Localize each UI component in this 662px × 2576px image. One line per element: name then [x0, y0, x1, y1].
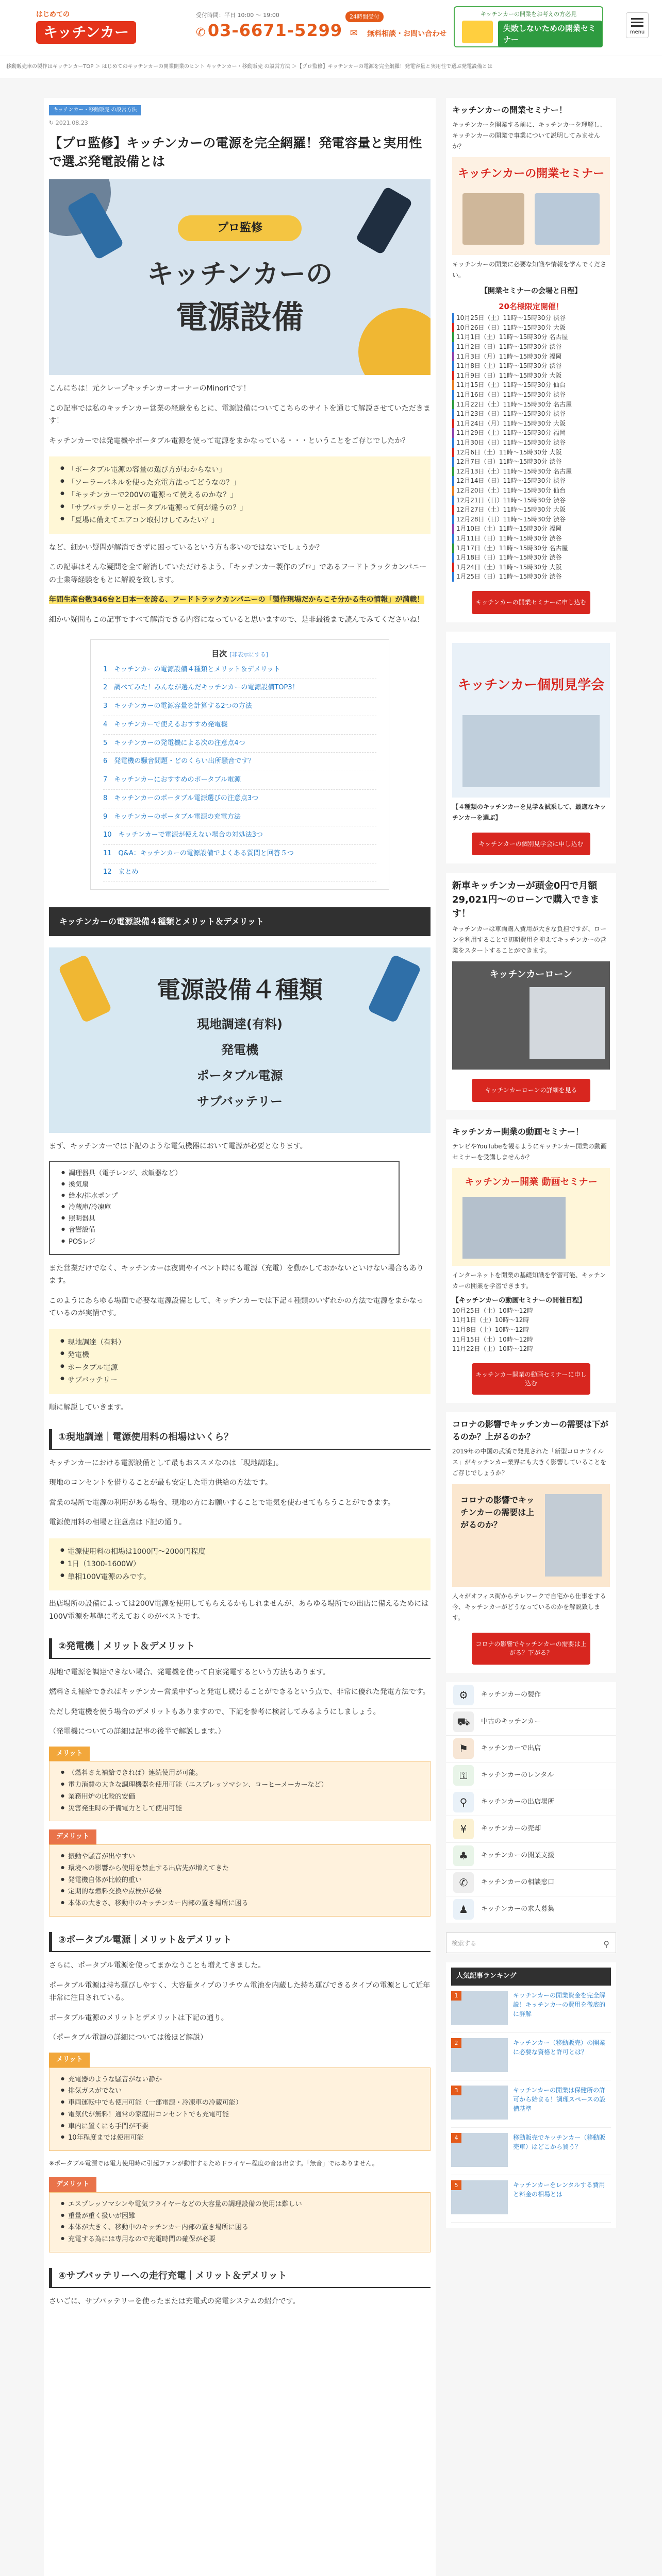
corona-read-button[interactable]: コロナの影響でキッチンカーの需要は上がる？下がる？	[472, 1633, 590, 1665]
ranking-title: 移動販売でキッチンカー（移動販売車）はどこから買う？	[513, 2133, 606, 2150]
paragraph: 順に解説していきます。	[49, 1403, 128, 1412]
figure-item: 発電機	[221, 1042, 258, 1057]
list-item: ● 音響設備	[61, 1225, 387, 1236]
logo-subtext: はじめての	[36, 11, 70, 19]
ranking-title: キッチンカーの開業は保健所の許可から始まる！調理スペースの設備基準	[513, 2086, 606, 2112]
ranking-thumbnail	[451, 2038, 508, 2072]
sidebar-nav-label: 中古のキッチンカー	[481, 1718, 541, 1726]
toc-title: 目次	[211, 649, 227, 659]
list-item: ● 充電する為には専用なので充電時間の確保が必要	[61, 2234, 419, 2246]
loan-image[interactable]	[452, 961, 610, 1070]
list-item: ● 「キッチンカーで200Vの電源って使えるのかな？」	[60, 489, 419, 502]
phone-number[interactable]: 03-6671-5299	[207, 21, 343, 41]
paragraph: （発電機についての詳細は記事の後半で解説します。）	[49, 1727, 225, 1736]
widget-title: キッチンカー開業の動画セミナー！	[452, 1127, 584, 1137]
ranking-title: キッチンカーの開業資金を完全解説！キッチンカーの費用を徹底的に詳解	[513, 1991, 606, 2018]
schedule-item: 11月8日（土）11時〜15時30分 渋谷	[452, 361, 610, 371]
mail-icon: ✉	[350, 28, 358, 39]
question-list	[49, 456, 431, 534]
ranking-item[interactable]	[451, 2033, 611, 2080]
rental-widget	[446, 632, 616, 864]
sidebar-nav-label: キッチンカーの求人募集	[481, 1905, 555, 1913]
sidebar-nav-item[interactable]	[446, 1736, 616, 1762]
loan-detail-button[interactable]: キッチンカーローンの詳細を見る	[472, 1079, 590, 1102]
paragraph: 営業の場所で電源の利用がある場合、現地の方にお願いすることで電気を使わせてもらうことができます。	[49, 1498, 395, 1507]
schedule-item: 12月14日（日）11時〜15時30分 渋谷	[452, 476, 610, 486]
schedule-note: 20名様限定開催！	[499, 302, 564, 311]
corona-image[interactable]	[452, 1484, 610, 1587]
phone-icon: ✆	[453, 1872, 474, 1893]
list-item: ● 「ポータブル電源の容量の選び方がわからない」	[60, 464, 419, 477]
schedule-item: 1月10日（土）11時〜15時30分 福岡	[452, 524, 610, 534]
schedule-item: 11月1日（土）11時〜15時30分 名古屋	[452, 332, 610, 342]
paragraph: さいごに、サブバッテリーを使ったまたは充電式の発電システムの紹介です。	[49, 2297, 300, 2306]
list-item: ● 電力消費の大きな調理機器を使用可能（エスプレッソマシン、コーヒーメーカーなど）	[61, 1780, 419, 1791]
ranking-title: キッチンカー（移動販売）の開業に必要な資格と許可とは？	[513, 2039, 606, 2056]
paragraph: 燃料さえ補給できればキッチンカー営業中ずっと発電し続けることができるという点で、非常に優れた発電方法です。	[49, 1688, 430, 1697]
list-item: ● 給水/排水ポンプ	[61, 1191, 387, 1202]
merit-label: メリット	[49, 2053, 90, 2067]
schedule-list	[452, 313, 610, 582]
ranking-thumbnail	[451, 2133, 508, 2167]
demerit-label: デメリット	[49, 1829, 96, 1844]
sidebar-nav-label: キッチンカーの出店場所	[481, 1798, 555, 1806]
ranking-number: 4	[451, 2133, 461, 2143]
toc-item[interactable]: 4 キッチンカーで使えるおすすめ発電機	[103, 716, 376, 735]
clover-icon: ♣	[453, 1845, 474, 1866]
schedule-item: 1月11日（日）11時〜15時30分 渋谷	[452, 534, 610, 544]
business-hours: 受付時間：平日 10:00 〜 19:00	[196, 12, 279, 19]
paragraph: さらに、ポータブル電源を使ってまかなうことも増えてきました。	[49, 1961, 266, 1970]
widget-title: 新車キッチンカーが頭金0円で月額29,021円〜のローンで購入できます！	[452, 880, 600, 920]
schedule-item: 11月23日（日）11時〜15時30分 渋谷	[452, 409, 610, 419]
contact-link[interactable]: 無料相談・お問い合わせ	[367, 30, 447, 39]
list-item: ● 災害発生時の予備電力として使用可能	[61, 1803, 419, 1815]
list-item: ● 車内に置くにも手間が不要	[61, 2121, 419, 2133]
schedule-title: 【開業セミナーの会場と日程】	[481, 287, 582, 295]
subsection-heading: ④サブバッテリーへの走行充電｜メリット＆デメリット	[49, 2268, 431, 2289]
paragraph: 電源使用料の相場と注意点は下記の通り。	[49, 1518, 186, 1527]
ranking-thumbnail	[451, 2086, 508, 2120]
truck-icon: ⛟	[453, 1711, 474, 1732]
ranking-number: 3	[451, 2086, 461, 2095]
money-icon: ¥	[453, 1819, 474, 1839]
phone-icon: ✆	[196, 26, 206, 40]
image-title: キッチンカー個別見学会	[457, 677, 605, 693]
subsection-heading: ③ポータブル電源｜メリット＆デメリット	[49, 1932, 431, 1953]
list-item: ● 1日（1300-1600W）	[60, 1558, 419, 1571]
toc-item[interactable]: 2 調べてみた！みんなが選んだキッチンカーの電源設備TOP3！	[103, 679, 376, 698]
ranking-item[interactable]	[451, 2175, 611, 2223]
note: ※ポータブル電源では電力使用時に引起ファンが動作するためドライヤー程度の音は出ます。「無音」ではありません。	[49, 2160, 378, 2167]
sidebar-nav-label: キッチンカーの開業支援	[481, 1852, 555, 1860]
subsection-heading: ①現地調達｜電源使用料の相場はいくら？	[49, 1429, 431, 1450]
toc-item[interactable]: 10 キッチンカーで電源が使えない場合の対処法3つ	[103, 826, 376, 845]
24h-badge: 24時間受付	[345, 11, 384, 22]
map-icon: ⚑	[453, 1738, 474, 1759]
sidebar-nav-item[interactable]	[446, 1709, 616, 1736]
list-item: ● 10年程度までは使用可能	[61, 2132, 419, 2144]
list-item: ● 発電機自体が比較的重い	[61, 1875, 419, 1887]
generator-demerits	[49, 1844, 431, 1917]
photo-placeholder	[545, 1494, 602, 1577]
power-types-image	[49, 947, 431, 1133]
site-header	[0, 0, 662, 56]
figure-title: 電源設備４種類	[157, 975, 323, 1004]
video-image[interactable]	[452, 1168, 610, 1266]
widget-title: コロナの影響でキッチンカーの需要は下がるのか？上がるのか？	[452, 1419, 608, 1442]
sidebar-nav-item[interactable]	[446, 1870, 616, 1896]
highlight-text: 年間生産台数346台と日本一を誇る、フードトラックカンパニーの「製作現場だからこそ分かる生の情報」が満載！	[49, 596, 424, 604]
paragraph: （ポータブル電源の詳細については後ほど解説）	[49, 2033, 208, 2042]
paragraph: 現地のコンセントを借りることが最も安定した電力供給の方法です。	[49, 1479, 272, 1487]
schedule-item: 12月20日（土）11時〜15時30分 仙台	[452, 486, 610, 496]
article-title: 【プロ監修】キッチンカーの電源を完全網羅！発電容量と実用性で選ぶ発電設備とは	[49, 135, 422, 169]
list-item: ● 定期的な燃料交換や点検が必要	[61, 1886, 419, 1898]
photo-placeholder	[462, 715, 600, 787]
widget-text: キッチンカーは車両購入費用が大きな負担ですが、ローンを利用することで初期費用を抑えてキッチンカーの営業をスタートすることができます。	[452, 925, 607, 955]
ranking-item[interactable]	[451, 2080, 611, 2128]
schedule-item: 11月9日（日）11時〜15時30分 大阪	[452, 371, 610, 381]
paragraph: また営業だけでなく、キッチンカーは夜間やイベント時にも電源（充電）を動かしておかないといけない場合もあります。	[49, 1264, 424, 1285]
toc-toggle[interactable]: [非表示にする]	[229, 651, 268, 658]
photo-placeholder	[535, 193, 600, 245]
schedule-item: 12月7日（日）11時〜15時30分 渋谷	[452, 457, 610, 467]
schedule-item: 11月24日（月）11時〜15時30分 大阪	[452, 419, 610, 429]
list-item: ● 現地調達（有料）	[60, 1336, 419, 1349]
header-contact	[196, 10, 454, 43]
list-item: ● エスプレッソマシンや電気フライヤーなどの大容量の調理設備の使用は難しい	[61, 2199, 419, 2211]
paragraph: まず、キッチンカーでは下記のような電気機器において電源が必要となります。	[49, 1142, 307, 1150]
schedule-title: 【キッチンカーの動画セミナーの開催日程】	[452, 1297, 586, 1305]
paragraph: こんにちは！元クレープキッチンカーオーナーのMinoriです！	[49, 384, 251, 393]
toolbox-icon: ⚙	[453, 1685, 474, 1705]
list-item: ● 重量が重く扱いが困難	[61, 2211, 419, 2223]
widget-text: テレビやYouTubeを観るようにキッチンカー開業の動画セミナーを受講しませんか？	[452, 1143, 607, 1161]
schedule-item: 11月15日（土）11時〜15時30分 仙台	[452, 380, 610, 390]
toc-item[interactable]: 1 キッチンカーの電源設備４種類とメリット＆デメリット	[103, 661, 376, 680]
image-title: キッチンカー開業 動画セミナー	[465, 1177, 598, 1188]
merit-label: メリット	[49, 1747, 90, 1761]
ranking-title: 人気記事ランキング	[451, 1968, 611, 1986]
image-title: コロナの影響でキッチンカーの需要は上がるのか？	[460, 1495, 535, 1530]
list-item: ● ポータブル電源	[60, 1362, 419, 1375]
plug-icon	[355, 186, 413, 255]
video-widget	[446, 1120, 616, 1403]
portable-merits	[49, 2067, 431, 2151]
subsection-heading: ②発電機｜メリット＆デメリット	[49, 1638, 431, 1659]
banner-label: 失敗しないための開業セミナー	[498, 21, 602, 47]
seminar-banner[interactable]	[454, 6, 603, 47]
widget-text: キッチンカーを開業する前に、キッチンカーを理解し、キッチンカーの開業で事業について説明してみませんか？	[452, 121, 606, 150]
search-input[interactable]	[446, 1933, 616, 1953]
list-item: ● 単相100V電源のみです。	[60, 1571, 419, 1584]
widget-text: インターネットを開業の基礎知識を学習可能、キッチンカーの開業を学習できます。	[452, 1272, 606, 1290]
seminar-icon	[462, 21, 493, 43]
schedule-item: 12月6日（土）11時〜15時30分 大阪	[452, 448, 610, 457]
list-item: ● 冷蔵庫/冷凍庫	[61, 1202, 387, 1213]
schedule-item: 11月22日（土）11時〜15時30分 名古屋	[452, 400, 610, 410]
sidebar-nav-label: キッチンカーで出店	[481, 1744, 541, 1753]
paragraph: 出店場所の設備によっては200V電源を使用してもらえるかもしれませんが、あらゆる場所での出店に備えるためには100V電源を基準に考えておくのがベストです。	[49, 1600, 429, 1621]
paragraph: など、細かい疑問が解消できずに困っているという方も多いのではないでしょうか？	[49, 543, 323, 552]
menu-button[interactable]	[626, 12, 649, 38]
schedule-item: 11月29日（土）11時〜15時30分 福岡	[452, 428, 610, 438]
schedule-item: 12月13日（土）11時〜15時30分 名古屋	[452, 467, 610, 477]
schedule-item: 12月21日（日）11時〜15時30分 渋谷	[452, 496, 610, 505]
banner-subtext: キッチンカーの開業をお考えの方必見	[480, 11, 577, 18]
pin-icon: ⚲	[453, 1792, 474, 1812]
seminar-image[interactable]	[452, 157, 610, 255]
widget-text: 人々がオフィス街からテレワークで自宅から仕事をする今、キッチンカーがどうなっているのかを解説致します。	[452, 1592, 606, 1622]
schedule-item: 12月28日（日）11時〜15時30分 渋谷	[452, 515, 610, 524]
breadcrumb[interactable]: 移動販売車の製作はキッチンカーTOP ＞ はじめてのキッチンカーの開業開業のヒント キッチンカー・移動販売 の設営方法 ＞【プロ監修】キッチンカーの電源を完全網羅！発電容量と実用性で選ぶ発電設備とは	[0, 56, 662, 78]
eyecatch-badge: プロ監修	[178, 215, 302, 241]
sidebar-nav-item[interactable]	[446, 1762, 616, 1789]
figure-item: サブバッテリー	[196, 1094, 283, 1109]
schedule-item: 11月15日（土）10時〜12時	[452, 1335, 534, 1343]
sidebar-nav-item[interactable]	[446, 1843, 616, 1870]
schedule-item: 10月26日（日）11時〜15時30分 大阪	[452, 323, 610, 333]
toc-item[interactable]: 11 Q&A：キッチンカーの電源設備でよくある質問と回答５つ	[103, 845, 376, 863]
ranking-thumbnail	[451, 2180, 508, 2214]
paragraph: ただし発電機を使う場合のデメリットもありますので、下記を参考に検討してみるようにしましょう。	[49, 1707, 380, 1716]
image-title: キッチンカーの開業セミナー	[457, 167, 605, 180]
video-apply-button[interactable]: キッチンカー開業の動画セミナーに申し込む	[472, 1363, 590, 1395]
person-icon: ♟	[453, 1899, 474, 1920]
eyecatch-line1: キッチンカーの	[146, 259, 333, 291]
power-source-list	[49, 1329, 431, 1394]
rental-image[interactable]	[452, 643, 610, 798]
list-item: ● 調理器具（電子レンジ、炊飯器など）	[61, 1168, 387, 1179]
sidebar-nav	[446, 1682, 616, 1923]
portable-demerits	[49, 2192, 431, 2252]
truck-photo	[529, 987, 605, 1059]
paragraph: キッチンカーでは発電機やポータブル電源を使って電源をまかなっている・・・ということをご存じでしたか？	[49, 436, 409, 445]
list-item: ● POSレジ	[61, 1236, 387, 1248]
list-item: ● 電気代が無料！通常の家庭用コンセントでも充電可能	[61, 2109, 419, 2121]
schedule-item: 11月30日（日）11時〜15時30分 渋谷	[452, 438, 610, 448]
list-item: ● 「ソーラーパネルを使った充電方法ってどうなの？」	[60, 477, 419, 489]
paragraph: このようにあらゆる場面で必要な電源設備として、キッチンカーでは下記４種類のいずれかの方法で電源をまかなっているのが実情です。	[49, 1296, 424, 1318]
sidebar	[446, 98, 616, 2576]
toc-item[interactable]: 6 発電機の騒音問題・どのくらい出所騒音です？	[103, 753, 376, 771]
key-icon: ⚿	[453, 1765, 474, 1786]
post-date: ↻ 2021.08.23	[49, 119, 88, 126]
toc-item[interactable]: 8 キッチンカーのポータブル電源選びの注意点3つ	[103, 790, 376, 808]
list-item: ● 業務用炉の比較的安価	[61, 1791, 419, 1803]
paragraph: 現地で電源を調達できない場合、発電機を使って自家発電するという方法もあります。	[49, 1668, 330, 1676]
menu-label: menu	[630, 29, 645, 35]
figure-item: 現地調達(有料)	[197, 1016, 283, 1031]
list-item: ● 「夏場に備えてエアコン取付けしてみたい？」	[60, 514, 419, 527]
sidebar-nav-label: キッチンカーの相談窓口	[481, 1878, 555, 1887]
ranking-number: 1	[451, 1991, 461, 2001]
eyecatch-image	[49, 179, 431, 375]
list-item: ● 環境への影響から使用を禁止する出店先が増えてきた	[61, 1863, 419, 1875]
sidebar-nav-item[interactable]	[446, 1816, 616, 1843]
search-icon[interactable]: ⚲	[603, 1939, 609, 1949]
generator-merits	[49, 1761, 431, 1821]
article	[44, 98, 436, 2576]
schedule-item: 11月1日（土）10時〜12時	[452, 1316, 529, 1324]
paragraph: ポータブル電源は持ち運びしやすく、大容量タイプのリチウム電池を内蔵した持ち運びできるタイプの電源として近年非常に注目されている。	[49, 1981, 431, 2003]
sidebar-nav-label: キッチンカーのレンタル	[481, 1771, 554, 1780]
ranking-thumbnail	[451, 1991, 508, 2025]
list-item: ● 充電器のような騒音がない静か	[61, 2074, 419, 2086]
schedule-item: 1月25日（日）11時〜15時30分 渋谷	[452, 572, 610, 582]
sidebar-nav-label: キッチンカーの製作	[481, 1691, 541, 1699]
photo-placeholder	[462, 193, 524, 245]
seminar-widget	[446, 98, 616, 622]
video-schedule-list	[452, 1306, 610, 1354]
schedule-item: 11月22日（土）10時〜12時	[452, 1345, 534, 1353]
list-item: ● （燃料さえ補給できれば）連続使用が可能。	[61, 1768, 419, 1780]
search-placeholder: 検索する	[452, 1939, 477, 1947]
ranking-title: キッチンカーをレンタルする費用と料金の相場とは	[513, 2181, 605, 2198]
list-item: ● サブバッテリー	[60, 1374, 419, 1387]
ranking-number: 5	[451, 2180, 461, 2190]
list-item: ● 本体が大きく、移動中のキッチンカー内部の置き場所に困る	[61, 2222, 419, 2234]
fee-list	[49, 1538, 431, 1591]
image-title: キッチンカーローン	[489, 969, 573, 980]
toc-item[interactable]: 7 キッチンカーにおすすめのポータブル電源	[103, 771, 376, 790]
paragraph: ポータブル電源のメリットとデメリットは下記の通り。	[49, 2013, 228, 2022]
list-item: ● 発電機	[60, 1349, 419, 1362]
toc-item[interactable]: 5 キッチンカーの発電機による次の注意点4つ	[103, 735, 376, 753]
list-item: ● 本体の大きさ、移動中のキッチンカー内部の置き場所に困る	[61, 1898, 419, 1910]
schedule-item: 10月25日（土）11時〜15時30分 渋谷	[452, 313, 610, 323]
widget-text: キッチンカーの開業に必要な知識や情報を学んでください。	[452, 261, 607, 279]
table-of-contents	[90, 639, 389, 889]
rental-apply-button[interactable]: キッチンカーの個別見学会に申し込む	[472, 833, 590, 856]
schedule-item: 12月27日（土）11時〜15時30分 大阪	[452, 505, 610, 515]
photo-placeholder	[462, 1197, 566, 1259]
sidebar-nav-item[interactable]	[446, 1682, 616, 1709]
seminar-apply-button[interactable]: キッチンカーの開業セミナーに申し込む	[472, 591, 590, 614]
list-item: ● 排気ガスがでない	[61, 2086, 419, 2097]
hamburger-icon	[631, 18, 643, 20]
schedule-item: 1月17日（土）11時〜15時30分 名古屋	[452, 544, 610, 553]
appliance-list	[49, 1161, 400, 1255]
ranking-item[interactable]	[451, 2128, 611, 2175]
schedule-item: 11月3日（月）11時〜15時30分 福岡	[452, 352, 610, 362]
post-date-value: 2021.08.23	[55, 119, 88, 126]
sidebar-nav-item[interactable]	[446, 1789, 616, 1816]
schedule-item: 10月25日（土）10時〜12時	[452, 1307, 534, 1314]
eyecatch-line2: 電源設備	[175, 298, 304, 336]
paragraph: 細かい疑問もこの記事ですべて解消できる内容になっていると思いますので、是非最後まで読んでみてくださいね！	[49, 615, 424, 624]
list-item: ● 換気扇	[61, 1179, 387, 1191]
paragraph: この記事はそんな疑問を全て解消していただけるよう、「キッチンカー製作のプロ」であるフードトラックカンパニーの士業等経験をもとに解説を致します。	[49, 563, 427, 584]
demerit-label: デメリット	[49, 2177, 96, 2192]
schedule-item: 1月18日（日）11時〜15時30分 渋谷	[452, 553, 610, 563]
widget-text: 2019年の中国の武漢で発見された「新型コロナウイルス」がキッチンカー業界にも大きく影響していることをご存じでしょうか？	[452, 1448, 607, 1477]
sidebar-nav-item[interactable]	[446, 1896, 616, 1923]
schedule-item: 11月2日（日）11時〜15時30分 渋谷	[452, 342, 610, 352]
widget-title: キッチンカーの開業セミナー！	[452, 105, 567, 115]
toc-header	[103, 647, 376, 660]
ranking-list	[451, 1986, 611, 2223]
widget-text: 【４種類のキッチンカーを見学＆試乗して、最適なキッチンカーを選ぶ】	[452, 803, 606, 821]
list-item: ● 振動や騒音が出やすい	[61, 1851, 419, 1863]
sidebar-nav-label: キッチンカーの売却	[481, 1825, 541, 1833]
toc-item[interactable]: 9 キッチンカーのポータブル電源の充電方法	[103, 808, 376, 827]
schedule-item: 11月16日（日）11時〜15時30分 渋谷	[452, 390, 610, 400]
toc-item[interactable]: 3 キッチンカーの電源容量を計算する2つの方法	[103, 698, 376, 716]
corona-widget	[446, 1412, 616, 1673]
loan-widget	[446, 873, 616, 1110]
schedule-item: 11月8日（土）10時〜12時	[452, 1326, 529, 1333]
ranking-item[interactable]	[451, 1986, 611, 2033]
list-item: ● 照明器具	[61, 1213, 387, 1225]
category-tag[interactable]: キッチンカー・移動販売 の設営方法	[49, 105, 141, 115]
ranking-number: 2	[451, 2038, 461, 2048]
list-item: ● 車両運転中でも使用可能（一部電源・冷凍車の冷蔵可能）	[61, 2097, 419, 2109]
paragraph: この記事では私のキッチンカー営業の経験をもとに、電源設備についてこちらのサイトを通じて解説させていただきます！	[49, 404, 431, 426]
figure-item: ポータブル電源	[196, 1068, 283, 1083]
logo-text: キッチンカー	[36, 21, 136, 44]
ranking-widget	[446, 1962, 616, 2228]
paragraph: キッチンカーにおける電源設備として最もおススメなのは「現地調達」。	[49, 1459, 284, 1467]
section-heading: キッチンカーの電源設備４種類とメリット＆デメリット	[49, 907, 431, 936]
list-item: ● 電源使用料の相場は1000円〜2000円程度	[60, 1546, 419, 1558]
site-logo[interactable]	[36, 9, 155, 45]
schedule-item: 1月24日（土）11時〜15時30分 大阪	[452, 563, 610, 572]
list-item: ● 「サブバッテリーとポータブル電源って何が違うの？」	[60, 502, 419, 515]
toc-item[interactable]: 12 まとめ	[103, 863, 376, 882]
